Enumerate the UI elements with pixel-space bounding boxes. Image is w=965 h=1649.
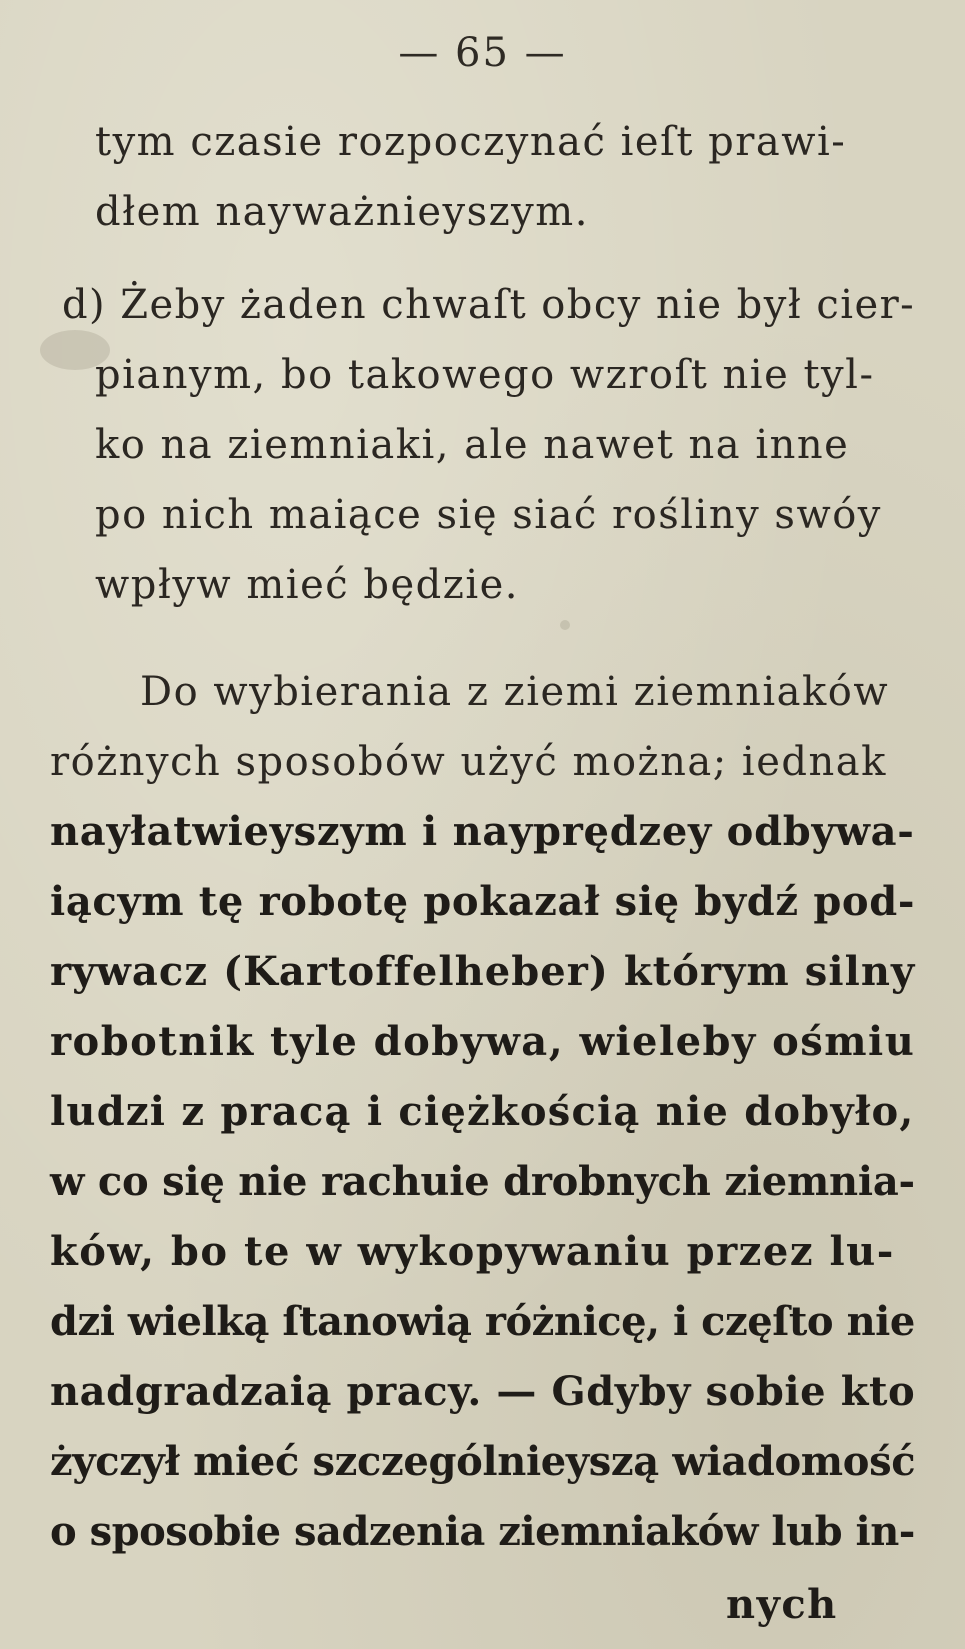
text-line: iącym tę robotę pokazał się bydź pod-	[50, 878, 916, 925]
text-line: Do wybierania z ziemi ziemniaków	[140, 669, 890, 715]
text-line: dłem nayważnieyszym.	[95, 189, 589, 235]
text-line: o sposobie sadzenia ziemniaków lub in-	[50, 1508, 915, 1555]
text-line: po nich maiące się siać rośliny swóy	[95, 492, 882, 538]
page-number: — 65 —	[398, 30, 567, 76]
text-line: różnych sposobów użyć można; iednak	[50, 739, 887, 785]
text-line: tym czasie rozpoczynać ieſt prawi-	[95, 119, 847, 165]
text-line: dzi wielką ſtanowią różnicę, i częſto nie	[50, 1298, 915, 1345]
text-line: d) Żeby żaden chwaſt obcy nie był cier-	[62, 282, 916, 328]
text-line: ków, bo te w wykopywaniu przez lu-	[50, 1228, 895, 1275]
text-line: w co się nie rachuie drobnych ziemnia-	[50, 1158, 915, 1205]
text-line: ludzi z pracą i ciężkością nie dobyło,	[50, 1088, 915, 1135]
text-line: ko na ziemniaki, ale nawet na inne	[95, 422, 850, 468]
text-line: nayłatwieyszym i nayprędzey odbywa-	[50, 808, 915, 855]
paper-stain	[560, 620, 570, 630]
text-line: pianym, bo takowego wzroſt nie tyl-	[95, 352, 875, 398]
catchword: nych	[726, 1581, 838, 1628]
text-line: robotnik tyle dobywa, wieleby ośmiu	[50, 1018, 916, 1065]
text-line: nadgradzaią pracy. — Gdyby sobie kto	[50, 1368, 916, 1415]
text-line: wpływ mieć będzie.	[95, 562, 520, 608]
text-line: rywacz (Kartoffelheber) którym silny	[50, 948, 916, 995]
text-line: życzył mieć szczególnieyszą wiadomość	[50, 1438, 916, 1485]
